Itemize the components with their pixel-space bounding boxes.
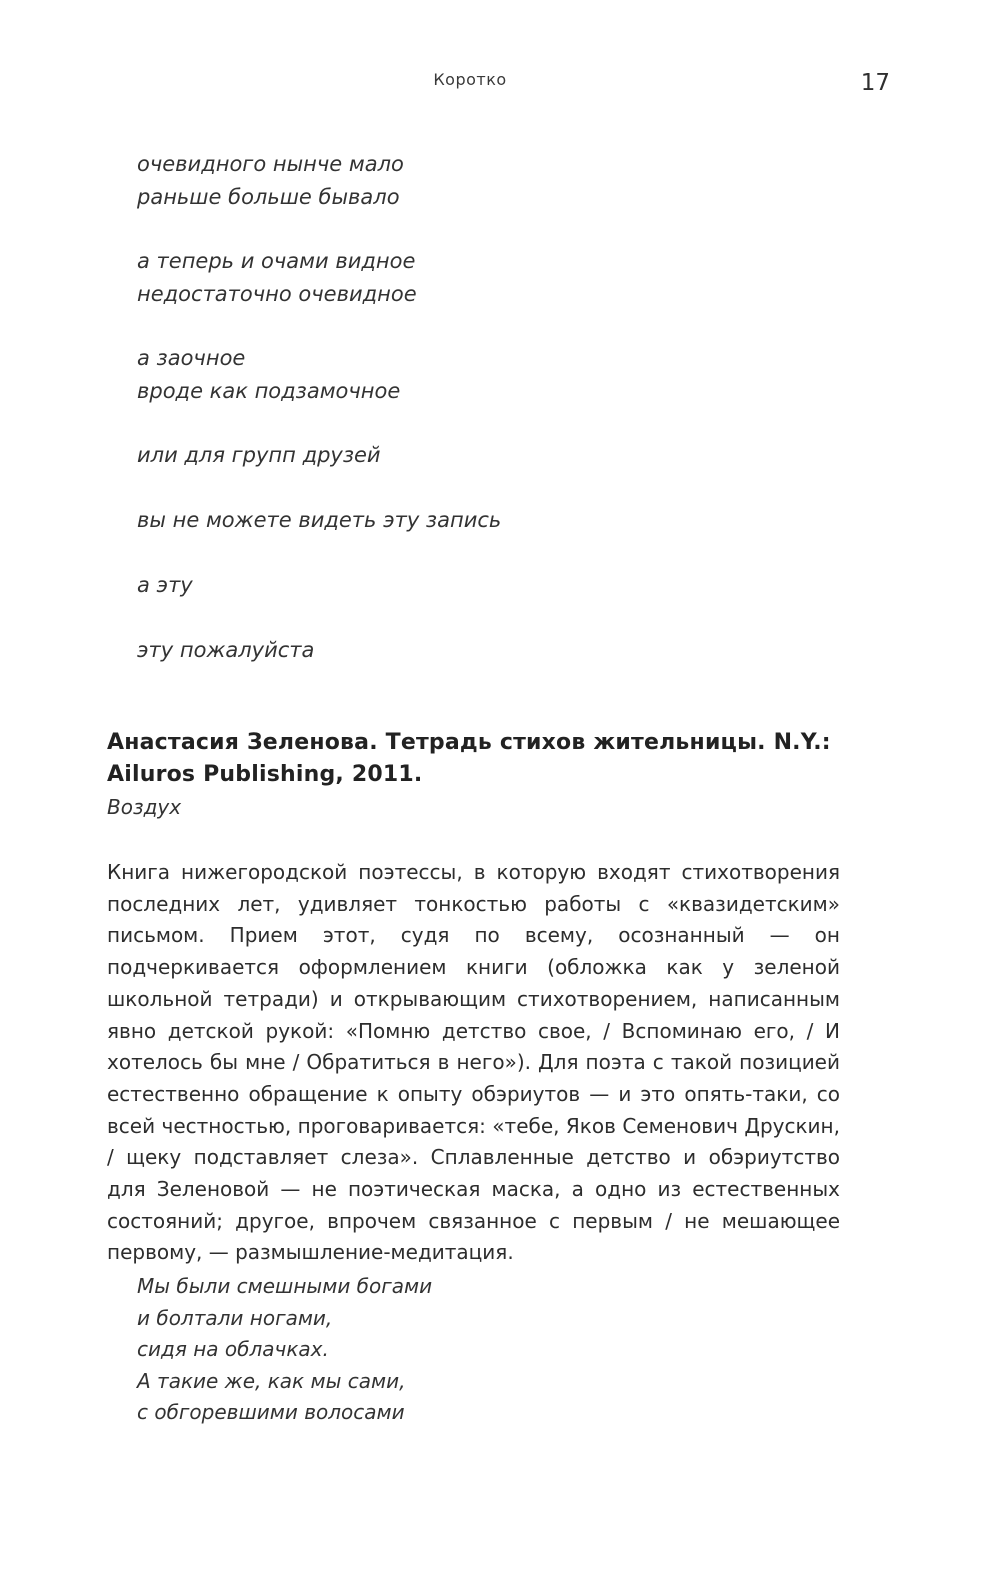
- poem-line: вроде как подзамочное: [137, 379, 401, 403]
- poem-stanza: [137, 504, 857, 537]
- quote-line: Мы были смешными богами: [137, 1274, 433, 1298]
- review-source: Воздух: [107, 795, 182, 819]
- running-head: Коротко: [433, 70, 507, 89]
- poem-line: раньше больше бывало: [137, 185, 400, 209]
- poem-stanza: [137, 634, 857, 667]
- review-title: Анастасия Зеленова. Тетрадь стихов жительницы. N.Y.: Ailuros Publishing, 2011.: [107, 730, 831, 787]
- review-body: Книга нижегородской поэтессы, в которую входят стихотворения последних лет, удивляет тонкостью работы с «квазидетским» письмом. Прием этот, судя по всему, осознанный — он подчеркивается оформлением книги (обложка как у зеленой школьной тетради) и открывающим стихотворением, написанным явно детской рукой: «Помню детство свое, / Вспоминаю его, / И хотелось бы мне / Обратиться в него»). Для поэта с такой позицией естественно обращение к опыту обэриутов — и это опять-таки, со всей честностью, проговаривается: «тебе, Яков Семенович Друскин, / щеку подставляет слеза». Сплавленные детство и обэриутство для Зеленовой — не поэтическая маска, а одно из естественных состояний; другое, впрочем связанное с первым / не мешающее первому, — размышление-медитация.: [107, 860, 840, 1265]
- poem-line: или для групп друзей: [137, 443, 381, 467]
- quote-line: с обгоревшими волосами: [137, 1400, 405, 1424]
- poem-stanza: [137, 148, 857, 214]
- poem-line: недостаточно очевидное: [137, 282, 417, 306]
- poem-line: очевидного нынче мало: [137, 152, 404, 176]
- poem-stanza: [137, 245, 857, 311]
- poem-line: а теперь и очами видное: [137, 249, 416, 273]
- poem-line: вы не можете видеть эту запись: [137, 508, 502, 532]
- poem-stanza: [137, 342, 857, 408]
- poem-stanza: [137, 439, 857, 472]
- page-number: 17: [860, 70, 890, 96]
- quoted-poem: [137, 1271, 432, 1429]
- quote-line: сидя на облачках.: [137, 1337, 329, 1361]
- poem: [137, 148, 857, 699]
- quote-line: А такие же, как мы сами,: [137, 1368, 406, 1393]
- poem-line: эту пожалуйста: [137, 638, 315, 662]
- quote-line: и болтали ногами,: [137, 1305, 333, 1330]
- poem-line: а заочное: [137, 346, 246, 370]
- poem-line: а эту: [137, 573, 193, 597]
- poem-stanza: [137, 569, 857, 602]
- book-review: [107, 727, 840, 1269]
